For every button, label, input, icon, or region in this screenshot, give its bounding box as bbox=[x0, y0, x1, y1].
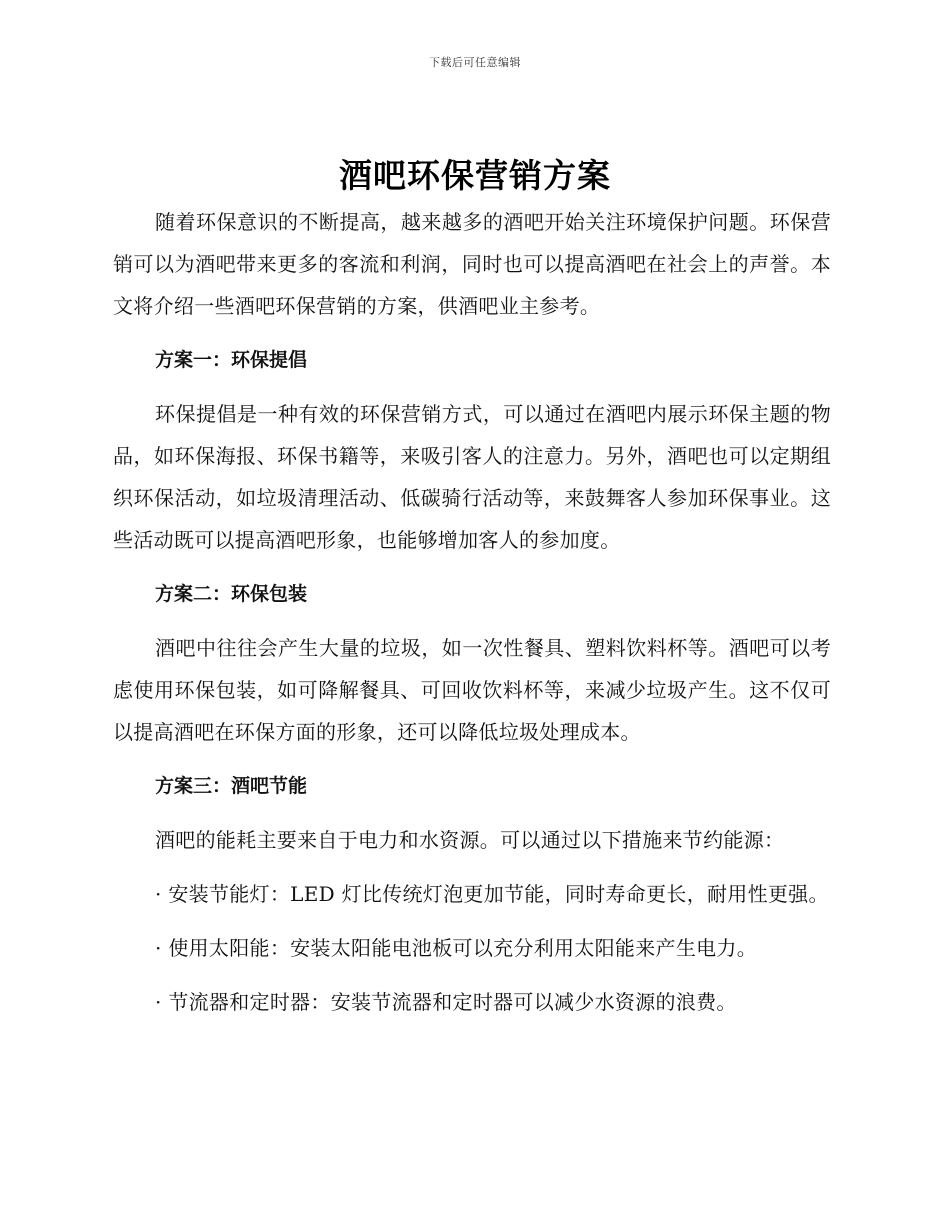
document-title: 酒吧环保营销方案 bbox=[339, 156, 611, 195]
list-item: · 使用太阳能：安装太阳能电池板可以充分利用太阳能来产生电力。 bbox=[155, 936, 758, 960]
section-heading-3: 方案三：酒吧节能 bbox=[155, 775, 308, 797]
intro-paragraph: 随着环保意识的不断提高，越来越多的酒吧开始关注环境保护问题。环保营销可以为酒吧带来更多的客流和利润，同时也可以提高酒吧在社会上的声誉。本文将介绍一些酒吧环保营销的方案，供酒吧业主参考。 bbox=[113, 210, 831, 318]
list-item: · 安装节能灯：LED 灯比传统灯泡更加节能，同时寿命更长，耐用性更强。 bbox=[155, 882, 829, 906]
section-text-1: 环保提倡是一种有效的环保营销方式，可以通过在酒吧内展示环保主题的物品，如环保海报、环保书籍等，来吸引客人的注意力。另外，酒吧也可以定期组织环保活动，如垃圾清理活动、低碳骑行活动等，来鼓舞客人参加环保事业。这些活动既可以提高酒吧形象，也能够增加客人的参加度。 bbox=[113, 402, 831, 552]
header-note: 下载后可任意编辑 bbox=[429, 56, 521, 69]
section-heading-2: 方案二：环保包装 bbox=[155, 583, 308, 605]
section-text-3: 酒吧的能耗主要来自于电力和水资源。可以通过以下措施来节约能源： bbox=[155, 828, 785, 852]
section-text-2: 酒吧中往往会产生大量的垃圾，如一次性餐具、塑料饮料杯等。酒吧可以考虑使用环保包装，如可降解餐具、可回收饮料杯等，来减少垃圾产生。这不仅可以提高酒吧在环保方面的形象，还可以降低垃圾处理成本。 bbox=[113, 636, 831, 744]
list-item: · 节流器和定时器：安装节流器和定时器可以减少水资源的浪费。 bbox=[155, 990, 737, 1014]
section-heading-1: 方案一：环保提倡 bbox=[155, 349, 308, 371]
document-body bbox=[113, 201, 831, 1023]
